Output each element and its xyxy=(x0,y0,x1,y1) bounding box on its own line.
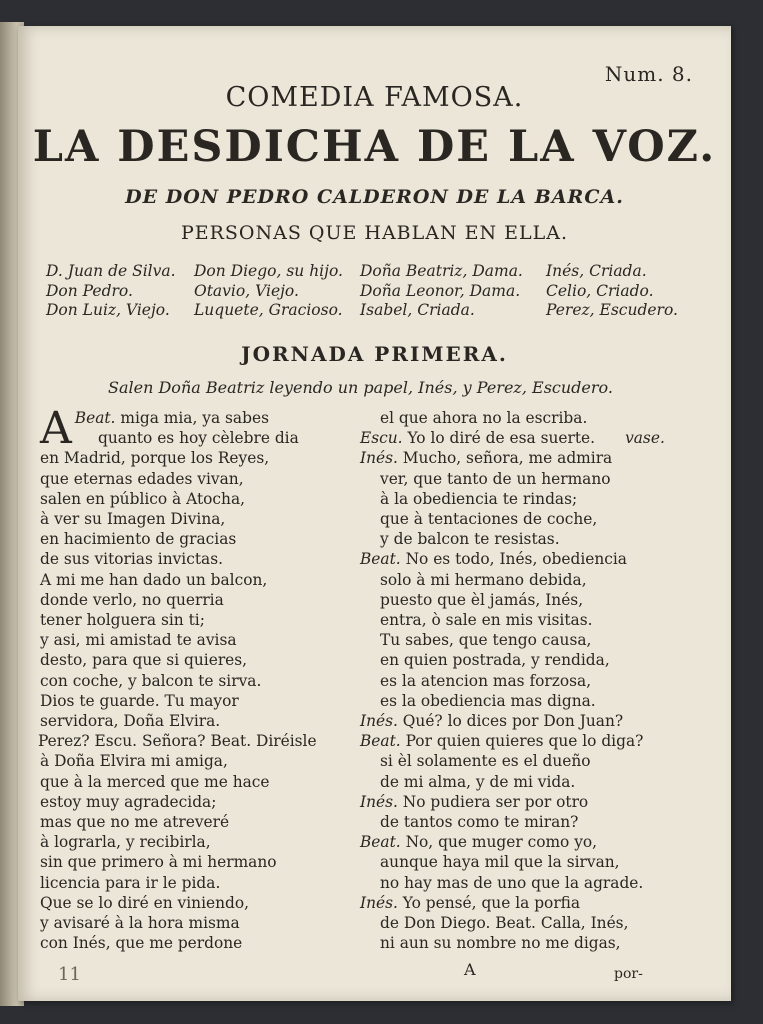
verse-line: Dios te guarde. Tu mayor xyxy=(40,691,239,710)
verse-line: donde verlo, no querria xyxy=(40,590,224,609)
speaker-label: Inés. xyxy=(360,893,398,912)
page-number: Num. 8. xyxy=(604,62,693,86)
personas-heading: PERSONAS QUE HABLAN EN ELLA. xyxy=(180,222,569,244)
verse-line xyxy=(360,489,705,509)
verse-line xyxy=(360,529,705,549)
cast-entry: Otavio, Viejo. xyxy=(194,281,299,300)
verse-line: que eternas edades vivan, xyxy=(40,469,244,488)
stage-direction: Salen Doña Beatriz leyendo un papel, Inés, y Perez, Escudero. xyxy=(108,378,613,397)
verse-text: si èl solamente es el dueño xyxy=(380,752,591,771)
verse-line xyxy=(360,509,705,529)
verse-line xyxy=(360,751,705,771)
verse-line xyxy=(360,610,705,630)
verse-line xyxy=(360,832,705,852)
speaker-label: Inés. xyxy=(360,712,398,731)
act-heading: JORNADA PRIMERA. xyxy=(241,342,508,366)
catchword: por- xyxy=(614,966,643,982)
verse-text: ver, que tanto de un hermano xyxy=(380,469,611,488)
verse-line xyxy=(360,630,705,650)
verse-text: de tantos como te miran? xyxy=(380,813,579,832)
play-title: LA DESDICHA DE LA VOZ. xyxy=(32,122,717,172)
verse-text: y de balcon te resistas. xyxy=(380,530,560,549)
verse-line: desto, para que si quieres, xyxy=(40,651,248,670)
verse-line: licencia para ir le pida. xyxy=(40,873,221,892)
verse-line: à ver su Imagen Divina, xyxy=(40,510,226,529)
verse-line xyxy=(360,873,705,893)
speaker-label: Beat. xyxy=(360,833,401,852)
verse-line xyxy=(360,933,705,953)
verse-line: con Inés, que me perdone xyxy=(40,934,243,953)
verse-line: mas que no me atreveré xyxy=(40,813,230,832)
verse-text: ni aun su nombre no me digas, xyxy=(380,934,621,953)
cast-entry: Don Pedro. xyxy=(46,281,133,300)
cast-entry: Don Diego, su hijo. xyxy=(194,262,343,280)
cast-entry: Doña Leonor, Dama. xyxy=(360,281,521,300)
verse-line xyxy=(360,792,705,812)
verse-line xyxy=(360,408,705,428)
verse-line xyxy=(360,428,705,448)
verse-line xyxy=(360,570,705,590)
verse-line xyxy=(360,671,705,691)
gutter-mark: 11 xyxy=(58,964,81,985)
verse-text: miga mia, ya sabes xyxy=(120,409,269,427)
signature-mark: A xyxy=(464,960,476,979)
cast-entry: Isabel, Criada. xyxy=(360,301,475,319)
cast-entry: Don Luiz, Viejo. xyxy=(46,301,170,319)
book-page xyxy=(18,26,731,1001)
verse-text: entra, ò sale en mis visitas. xyxy=(380,611,593,630)
speaker-label: Beat. xyxy=(360,732,401,751)
verse-text: No es todo, Inés, obediencia xyxy=(405,550,627,569)
title-comedia: COMEDIA FAMOSA. xyxy=(225,82,524,113)
verse-line xyxy=(360,772,705,792)
drop-cap: A xyxy=(40,403,72,454)
verse-text: Tu sabes, que tengo causa, xyxy=(380,631,592,650)
verse-text: solo à mi hermano debida, xyxy=(380,570,587,589)
exit-direction: vase. xyxy=(625,429,665,448)
cast-column-4 xyxy=(546,262,678,321)
verse-line xyxy=(360,590,705,610)
verse-line: estoy muy agradecida; xyxy=(40,792,217,811)
verse-text: à la obediencia te rindas; xyxy=(380,489,578,508)
verse-text: no hay mas de uno que la agrade. xyxy=(380,873,644,892)
speaker-label: Beat. xyxy=(360,550,401,569)
verse-line xyxy=(360,711,705,731)
verse-line xyxy=(360,812,705,832)
verse-line xyxy=(360,549,705,569)
verse-line: en Madrid, porque los Reyes, xyxy=(40,449,270,468)
verse-line xyxy=(360,852,705,872)
verse-line xyxy=(360,650,705,670)
cast-entry: Doña Beatriz, Dama. xyxy=(360,262,523,280)
verse-text: Yo lo diré de esa suerte. xyxy=(407,429,596,448)
verse-text: es la obediencia mas digna. xyxy=(380,691,596,710)
left-verse-lines xyxy=(40,448,360,953)
author-line: DE DON PEDRO CALDERON DE LA BARCA. xyxy=(125,186,624,208)
verse-line: A mi me han dado un balcon, xyxy=(40,570,268,589)
verse-line: quanto es hoy cèlebre dia xyxy=(98,429,299,448)
verse-text: Qué? lo dices por Don Juan? xyxy=(402,712,624,731)
verse-line: con coche, y balcon te sirva. xyxy=(40,671,262,690)
verse-text: Yo pensé, que la porfia xyxy=(402,893,581,912)
verse-line: sin que primero à mi hermano xyxy=(40,853,277,872)
verse-text: Por quien quieres que lo diga? xyxy=(405,732,644,751)
verse-line xyxy=(360,469,705,489)
verse-text: es la atencion mas forzosa, xyxy=(380,671,592,690)
cast-entry: D. Juan de Silva. xyxy=(46,262,176,280)
verse-line xyxy=(360,893,705,913)
cast-entry: Celio, Criado. xyxy=(546,281,654,300)
verse-text: de mi alma, y de mi vida. xyxy=(380,772,576,791)
cast-column-1 xyxy=(46,262,176,321)
verse-line: tener holguera sin ti; xyxy=(40,611,205,630)
verse-line: que à la merced que me hace xyxy=(40,772,270,791)
verse-text: el que ahora no la escriba. xyxy=(380,409,588,427)
verse-text: que à tentaciones de coche, xyxy=(380,510,598,529)
verse-line: servidora, Doña Elvira. xyxy=(40,712,221,731)
verse-line xyxy=(360,913,705,933)
cast-entry: Luquete, Gracioso. xyxy=(194,301,343,319)
cast-entry: Perez, Escudero. xyxy=(546,301,678,319)
verse-text: Mucho, señora, me admira xyxy=(402,449,613,468)
verse-text: en quien postrada, y rendida, xyxy=(380,651,610,670)
verse-text: No, que muger como yo, xyxy=(405,833,598,852)
verse-text: puesto que èl jamás, Inés, xyxy=(380,590,584,609)
speaker-label: Inés. xyxy=(360,792,398,811)
cast-column-3 xyxy=(360,262,523,321)
verse-line: à lograrla, y recibirla, xyxy=(40,833,211,852)
cast-column-2 xyxy=(194,262,343,321)
verse-line xyxy=(360,448,705,468)
verse-line: de sus vitorias invictas. xyxy=(40,550,223,569)
verse-line: Que se lo diré en viniendo, xyxy=(40,893,250,912)
speaker-label: Beat. xyxy=(74,409,116,427)
speaker-label: Escu. xyxy=(360,429,403,448)
verse-text: No pudiera ser por otro xyxy=(402,792,589,811)
verse-line: y asi, mi amistad te avisa xyxy=(40,631,237,650)
verse-line xyxy=(360,731,705,751)
verse-line: y avisaré à la hora misma xyxy=(40,914,240,933)
verse-line: salen en público à Atocha, xyxy=(40,489,246,508)
verse-line: en hacimiento de gracias xyxy=(40,530,237,549)
verse-line: à Doña Elvira mi amiga, xyxy=(40,752,228,771)
verse-line xyxy=(360,691,705,711)
verse-text: de Don Diego. Beat. Calla, Inés, xyxy=(380,914,629,933)
right-text-column xyxy=(360,408,705,953)
cast-entry: Inés, Criada. xyxy=(546,262,647,280)
left-text-column xyxy=(38,403,360,953)
verse-text: aunque haya mil que la sirvan, xyxy=(380,853,620,872)
verse-line: Perez? Escu. Señora? Beat. Diréisle xyxy=(38,732,317,751)
speaker-label: Inés. xyxy=(360,449,398,468)
